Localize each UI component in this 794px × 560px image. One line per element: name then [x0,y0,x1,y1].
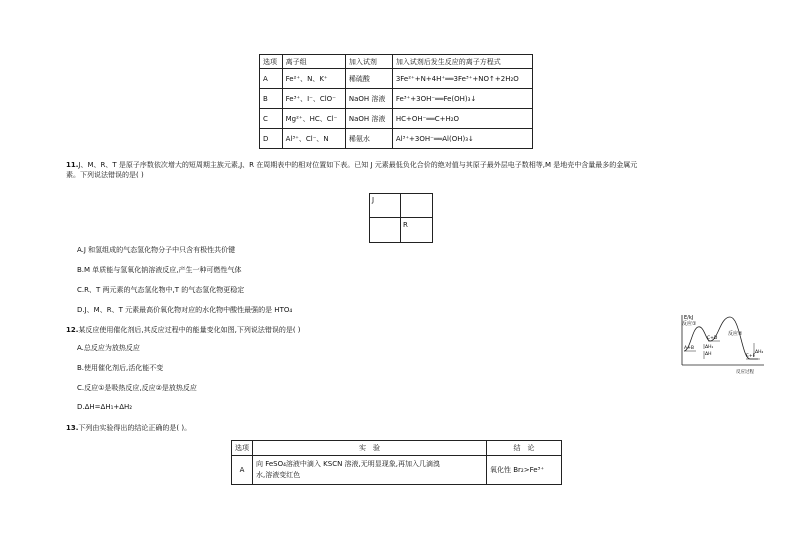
grid-label-j: J [372,196,375,204]
step1-label: 反应① [682,321,697,327]
header-cell: 加入试剂 [345,55,392,69]
header-cell: 选项 [232,441,253,456]
header-cell: 结 论 [487,441,562,456]
table-cell: Al³⁺、Cl⁻、N [282,129,345,149]
option-d: D.J、M、R、T 元素最高价氧化物对应的水化物中酸性最强的是 HTO₄ [77,306,293,314]
table-cell: 氧化性 Br₂>Fe³⁺ [487,456,562,485]
table-cell: C [260,109,283,129]
table-cell: Mg²⁺、HC、Cl⁻ [282,109,345,129]
table-cell [253,456,487,485]
x-axis-label: 反应过程 [736,370,754,375]
table-cell: Fe³⁺+3OH⁻══Fe(OH)₃↓ [392,89,532,109]
table-row [260,109,533,129]
table-cell: D [260,129,283,149]
dh-label: ΔH [705,352,712,357]
experiment-line: 向 FeSO₄溶液中滴入 KSCN 溶液,无明显现象,再加入几滴溴 [256,460,440,468]
option-a: A.J 和氢组成的气态氢化物分子中只含有极性共价键 [77,246,236,254]
table-cell: NaOH 溶液 [345,89,392,109]
table-header-row [260,55,533,69]
table-cell: Al³⁺+3OH⁻══Al(OH)₃↓ [392,129,532,149]
products-label: E+F [746,354,756,359]
question-13-stem [66,423,191,433]
option-c: C.R、T 两元素的气态氢化物中,T 的气态氢化物更稳定 [77,286,245,294]
table-cell: NaOH 溶液 [345,109,392,129]
table-cell: HC+OH⁻══C+H₂O [392,109,532,129]
option-b: B.使用催化剂后,活化能不变 [77,364,164,372]
step2-label: 反应② [728,331,743,337]
header-cell: 实 验 [253,441,487,456]
intermediate-label: C+D [707,336,718,341]
y-axis-label: E/kJ [684,315,694,321]
dh2-label: ΔH₂ [755,350,764,355]
table-row [260,129,533,149]
table-header-row [232,441,562,456]
option-b: B.M 单质能与氢氧化钠溶液反应,产生一种可燃性气体 [77,266,242,274]
option-c: C.反应①是吸热反应,反应②是放热反应 [77,384,197,392]
experiment-table [231,440,562,485]
question-number: 13. [66,424,79,432]
table-row [232,456,562,485]
table-cell: A [260,69,283,89]
header-cell: 加入试剂后发生反应的离子方程式 [392,55,532,69]
question-number: 12. [66,326,79,334]
experiment-line: 水,溶液变红色 [256,471,301,479]
question-number: 11. [66,161,79,169]
header-cell: 离子组 [282,55,345,69]
ion-reaction-table [259,54,533,149]
table-cell: 稀氨水 [345,129,392,149]
option-d: D.ΔH=ΔH₁+ΔH₂ [77,403,133,411]
question-text: 某反应使用催化剂后,其反应过程中的能量变化如图,下列说法错误的是( ) [78,326,301,334]
grid-label-r: R [403,221,408,229]
energy-diagram [678,311,768,377]
periodic-position-grid [369,193,433,243]
reactants-label: A+B [684,346,694,351]
question-text: J、M、R、T 是原子序数依次增大的短周期主族元素,J、R 在周期表中的相对位置如下表。已知 J 元素最低负化合价的绝对值与其原子最外层电子数相等,M 是地壳中含量最多的金属元 [78,161,638,169]
table-row [260,89,533,109]
table-cell: A [232,456,253,485]
table-row [260,69,533,89]
table-cell: 3Fe²⁺+N+4H⁺══3Fe³⁺+NO↑+2H₂O [392,69,532,89]
header-cell: 选项 [260,55,283,69]
question-text: 素。下列说法错误的是( ) [66,171,144,179]
dh1-label: ΔH₁ [705,345,714,350]
option-a: A.总反应为放热反应 [77,344,140,352]
question-11-stem [66,160,637,180]
table-cell: B [260,89,283,109]
question-text: 下列由实验得出的结论正确的是( )。 [78,424,192,432]
table-cell: Fe³⁺、I⁻、ClO⁻ [282,89,345,109]
table-cell: 稀硫酸 [345,69,392,89]
question-12-stem [66,325,301,335]
table-cell: Fe²⁺、N、K⁺ [282,69,345,89]
